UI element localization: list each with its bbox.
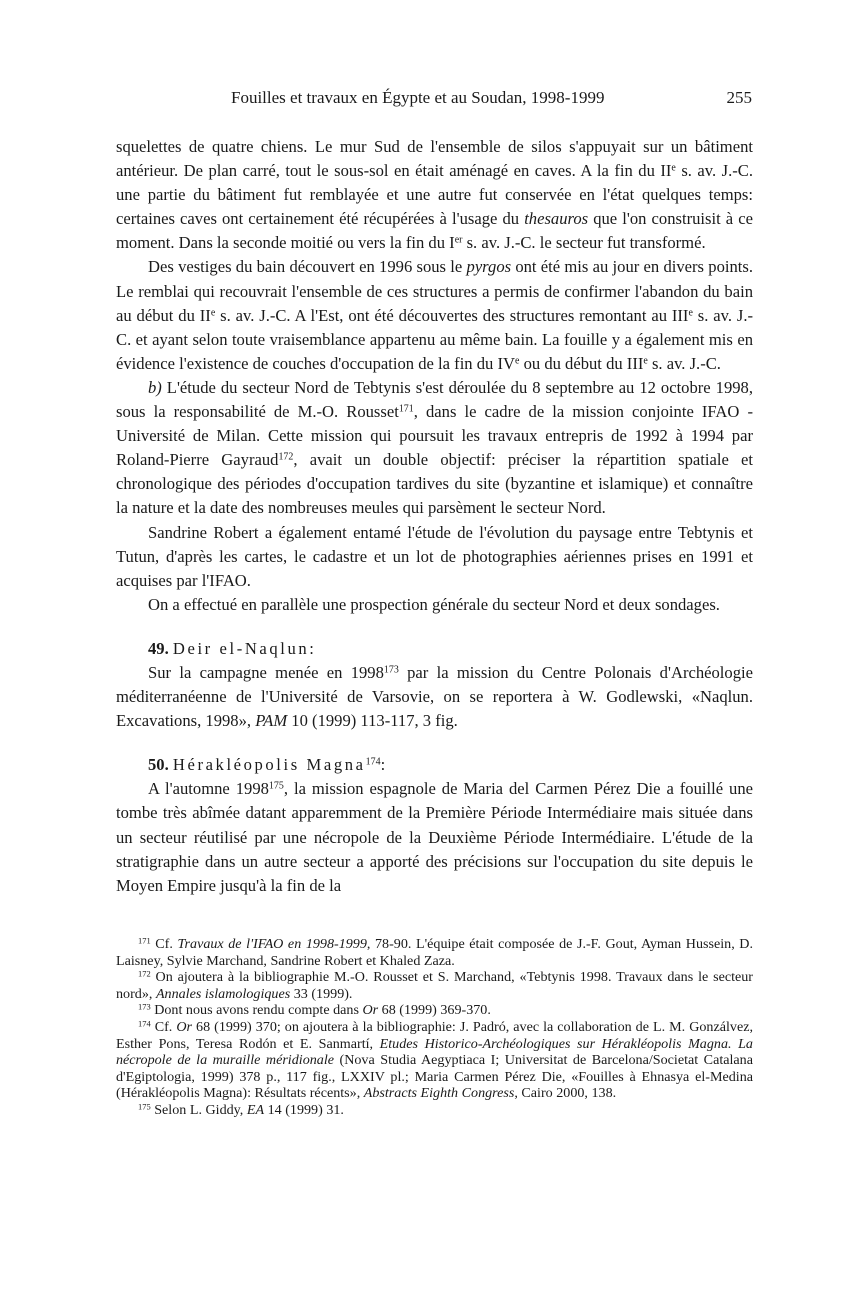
superscript: e — [643, 355, 648, 367]
text-run: , 78-90. L'équipe était composée de J.-F. Gout, Ayman Hussein, D. Laisney, Sylvie Marchand, Sandrine Robert et Khaled Zaza. — [116, 936, 754, 969]
section-number: 50. — [148, 755, 169, 775]
superscript: e — [515, 355, 520, 367]
text-run: ou du début du III — [519, 353, 644, 373]
text-run: par la mission du Centre Polonais d'Archéologie méditerranéenne de l'Université de Varsovie, on se reportera à W. Godlewski, «Naqlun. Excavations, 1998», — [116, 662, 753, 731]
footnote-ref-175[interactable]: 175 — [268, 780, 284, 792]
footnote-171 — [116, 936, 753, 969]
footnote-175 — [116, 1102, 753, 1119]
text-run: squelettes de quatre chiens. Le mur Sud de l'ensemble de silos s'appuyait sur un bâtiment antérieur. De plan carré, tout le sous-sol en était aménagé en caves. A la fin du II — [116, 137, 753, 181]
footnote-172 — [116, 969, 753, 1002]
text-run: s. av. J.-C. et ayant selon toute vraisemblance appartenu au même bain. La fouille y a également mis en évidence l'existence de couches d'occupation de la fin du IV — [116, 305, 753, 373]
text-run: 33 (1999). — [290, 985, 353, 1002]
text-run: , dans le cadre de la mission conjointe IFAO - Université de Milan. Cette mission qui poursuit les travaux entrepris de 1992 à 1994 par Roland-Pierre Gayraud — [116, 402, 753, 470]
text-run: s. av. J.-C. A l'Est, ont été découvertes des structures remontant au III — [215, 305, 689, 325]
paragraph-silos — [116, 135, 753, 255]
text-run: , avait un double objectif: préciser la répartition spatiale et chronologique des périodes d'occupation tardives du site (byzantine et islamique) et connaître la nature et la date des nombreuses meules qui parsèment le secteur Nord. — [116, 450, 754, 518]
text-run: s. av. J.-C. le secteur fut transformé. — [462, 233, 706, 253]
superscript: e — [210, 307, 216, 319]
italic-title: Travaux de l'IFAO en 1998-1999 — [177, 936, 367, 952]
text-run: , Cairo 2000, 138. — [514, 1085, 617, 1102]
footnote-ref-172[interactable]: 172 — [278, 451, 294, 463]
text-run: ont été mis au jour en divers points. Le remblai qui recouvrait l'ensemble de ces structures a permis de confirmer l'abandon du bain au début du II — [116, 257, 753, 325]
superscript: e — [671, 162, 676, 174]
footnote-173 — [116, 1002, 753, 1019]
footnote-number: 172 — [138, 968, 151, 979]
paragraph-secteur-nord — [116, 376, 753, 521]
text-run: L'étude du secteur Nord de Tebtynis s'est déroulée du 8 septembre au 12 octobre 1998, sous la responsabilité de M.-O. Rousset — [116, 377, 753, 422]
running-title: Fouilles et travaux en Égypte et au Soudan, 1998-1999 — [231, 88, 605, 107]
footnote-ref-171[interactable]: 171 — [398, 403, 414, 415]
section-colon: : — [380, 755, 386, 775]
section-colon: : — [309, 638, 314, 658]
superscript: er — [454, 234, 463, 246]
footnote-ref-174[interactable]: 174 — [365, 756, 381, 768]
text-run: s. av. J.-C. — [647, 353, 721, 373]
text-run: Sur la campagne menée en 1998 — [148, 662, 384, 682]
footnote-number: 173 — [138, 1001, 151, 1012]
footnote-number: 171 — [138, 935, 151, 946]
italic-title: Or — [362, 1002, 379, 1019]
section-49-heading — [116, 637, 753, 661]
paragraph-herakleopolis — [116, 777, 753, 897]
italic-term: b) — [148, 377, 162, 397]
running-header — [0, 88, 868, 112]
footnotes — [116, 936, 753, 1119]
paragraph-bain — [116, 255, 753, 375]
text-run: On ajoutera à la bibliographie M.-O. Rousset et S. Marchand, «Tebtynis 1998. Travaux dans le secteur nord», — [116, 969, 753, 1002]
text-run: que l'on construisit à ce moment. Dans la seconde moitié ou vers la fin du I — [116, 209, 753, 253]
italic-title: Annales islamologiques — [155, 985, 291, 1002]
italic-term: thesauros — [524, 209, 589, 229]
text-run: 68 (1999) 369-370. — [378, 1002, 491, 1019]
text-run: 14 (1999) 31. — [264, 1101, 344, 1118]
text-run: Des vestiges du bain découvert en 1996 sous le — [148, 257, 467, 277]
italic-term: pyrgos — [466, 257, 512, 277]
footnote-number: 175 — [138, 1101, 151, 1112]
section-title: Deir el-Naqlun — [172, 638, 310, 658]
paragraph-prospection: On a effectué en parallèle une prospection générale du secteur Nord et deux sondages. — [148, 594, 720, 614]
section-number: 49. — [148, 638, 169, 658]
text-run: (Nova Studia Aegyptiaca I; Universitat de Barcelona/Societat Catalana d'Egiptologia, 1999) 378 p., 117 fig., LXXIV pl.; Maria Carmen Pérez Die, «Fouilles à Ehnasya el-Medina (Hérakléopolis Magna): Résultats récents», — [116, 1052, 753, 1102]
italic-title: Abstracts Eighth Congress — [363, 1085, 515, 1102]
main-text — [116, 135, 753, 898]
text-run: A l'automne 1998 — [148, 779, 269, 799]
text-run: 68 (1999) 370; on ajoutera à la bibliographie: J. Padró, avec la collaboration de L. M. Gonzálvez, Esther Pons, Teresa Rodón et E. Sanmartí, — [116, 1018, 753, 1052]
paragraph-naqlun — [116, 661, 753, 733]
text-run: 10 (1999) 113-117, 3 fig. — [287, 711, 458, 731]
section-50-heading — [116, 753, 753, 777]
superscript: e — [688, 307, 693, 319]
page-number: 255 — [726, 88, 752, 107]
footnote-number: 174 — [138, 1018, 151, 1029]
paragraph-paysage: Sandrine Robert a également entamé l'étude de l'évolution du paysage entre Tebtynis et Tutun, d'après les cartes, le cadastre et un lot de photographies aériennes prises en 1991 et acquises par l'IFAO. — [116, 522, 753, 590]
text-run: , la mission espagnole de Maria del Carmen Pérez Die a fouillé une tombe très abîmée datant apparemment de la Première Période Intermédiaire mais située dans un secteur réutilisé par une nécropole de la Deuxième Période Intermédiaire. L'étude de la stratigraphie dans un autre secteur a apporté des précisions sur l'occupation du site depuis le Moyen Empire jusqu'à la fin de la — [116, 779, 753, 895]
italic-title: Or — [176, 1018, 193, 1035]
section-title: Hérakléopolis Magna — [172, 755, 366, 775]
italic-title: EA — [246, 1101, 265, 1118]
text-run: Cf. — [150, 1018, 177, 1035]
text-run: Selon L. Giddy, — [150, 1101, 247, 1118]
footnote-ref-173[interactable]: 173 — [383, 664, 399, 676]
text-run: Dont nous avons rendu compte dans — [150, 1002, 363, 1019]
footnote-174 — [116, 1019, 753, 1102]
text-run: Cf. — [150, 936, 178, 952]
text-run: s. av. J.-C. une partie du bâtiment fut remblayée et une autre fut conservée en l'état quelques temps: certaines caves ont certainement été récupérées à l'usage du — [116, 161, 753, 229]
italic-term: PAM — [255, 711, 288, 731]
italic-title: Etudes Historico-Archéologiques sur Hérakléopolis Magna. La nécropole de la muraille méridionale — [116, 1035, 753, 1069]
